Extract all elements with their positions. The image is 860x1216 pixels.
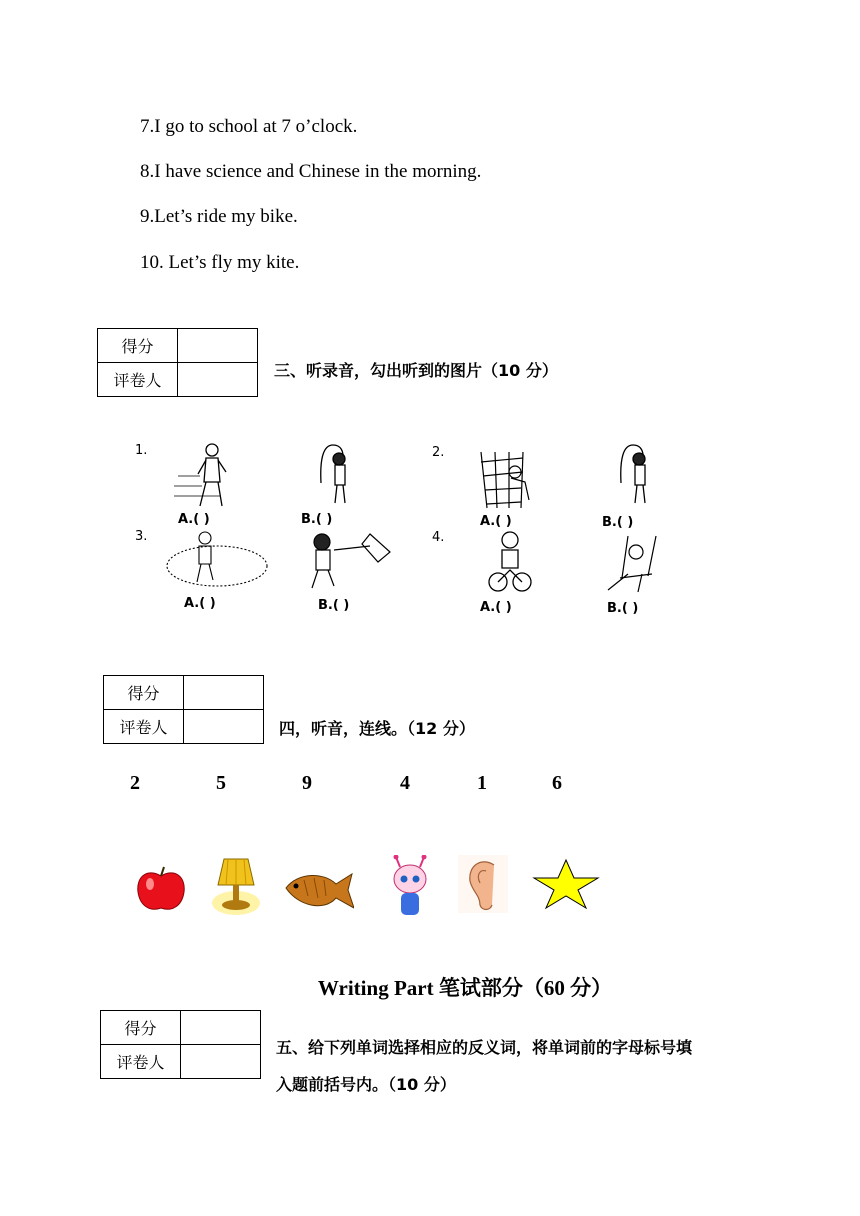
option-b[interactable]: B.( ) [318,598,350,613]
score-table-section3 [97,328,258,397]
option-b[interactable]: B.( ) [301,512,333,527]
apple-icon [134,864,188,914]
grader-label: 评卷人 [104,710,184,744]
score-label: 得分 [104,676,184,710]
match-number: 2 [130,772,140,794]
question-number: 2. [432,445,445,460]
match-number: 1 [477,772,487,794]
alien-icon [388,855,432,919]
girl-jumping-rope-picture [615,443,655,513]
score-cell[interactable] [178,329,258,363]
sentence-10: 10. Let’s fly my kite. [140,252,300,273]
score-label: 得分 [98,329,178,363]
boy-standing-picture [172,440,252,512]
grader-label: 评卷人 [101,1045,181,1079]
match-number: 6 [552,772,562,794]
option-a[interactable]: A.( ) [184,596,216,611]
match-number: 9 [302,772,312,794]
grader-label: 评卷人 [98,363,178,397]
grader-cell[interactable] [184,710,264,744]
boy-in-circle-picture [165,530,270,590]
sentence-9: 9.Let’s ride my bike. [140,206,298,227]
grader-cell[interactable] [181,1045,261,1079]
option-a[interactable]: A.( ) [480,600,512,615]
section5-instruction [276,1029,746,1103]
question-number: 3. [135,529,148,544]
lamp-icon [208,855,263,917]
option-b[interactable]: B.( ) [607,601,639,616]
girl-jumping-rope-picture [315,443,355,513]
grader-cell[interactable] [178,363,258,397]
option-a[interactable]: A.( ) [480,514,512,529]
question-number: 4. [432,530,445,545]
score-table-section4 [103,675,264,744]
section5-line2: 入题前括号内。（10 分） [276,1075,456,1094]
match-number: 4 [400,772,410,794]
ear-icon [458,855,508,913]
writing-part-title: Writing Part 笔试部分（60 分） [317,976,613,1000]
section3-heading: 三、听录音，勾出听到的图片（10 分） [274,361,558,380]
score-table-section5 [100,1010,261,1079]
kid-riding-bike-picture [488,530,532,596]
section5-line1: 五、给下列单词选择相应的反义词，将单词前的字母标号填 [276,1038,693,1057]
boy-flying-kite-picture [300,528,395,594]
score-cell[interactable] [184,676,264,710]
kid-climbing-net-picture [475,448,545,512]
sentence-8: 8.I have science and Chinese in the morning. [140,161,482,182]
star-icon [532,858,600,910]
sentence-7: 7.I go to school at 7 o’clock. [140,116,358,137]
fish-icon [282,866,354,916]
option-a[interactable]: A.( ) [178,512,210,527]
score-cell[interactable] [181,1011,261,1045]
section4-heading: 四，听音，连线。（12 分） [279,719,475,738]
match-number: 5 [216,772,226,794]
option-b[interactable]: B.( ) [602,515,634,530]
kid-on-swing-picture [598,534,668,600]
question-number: 1. [135,443,148,458]
score-label: 得分 [101,1011,181,1045]
